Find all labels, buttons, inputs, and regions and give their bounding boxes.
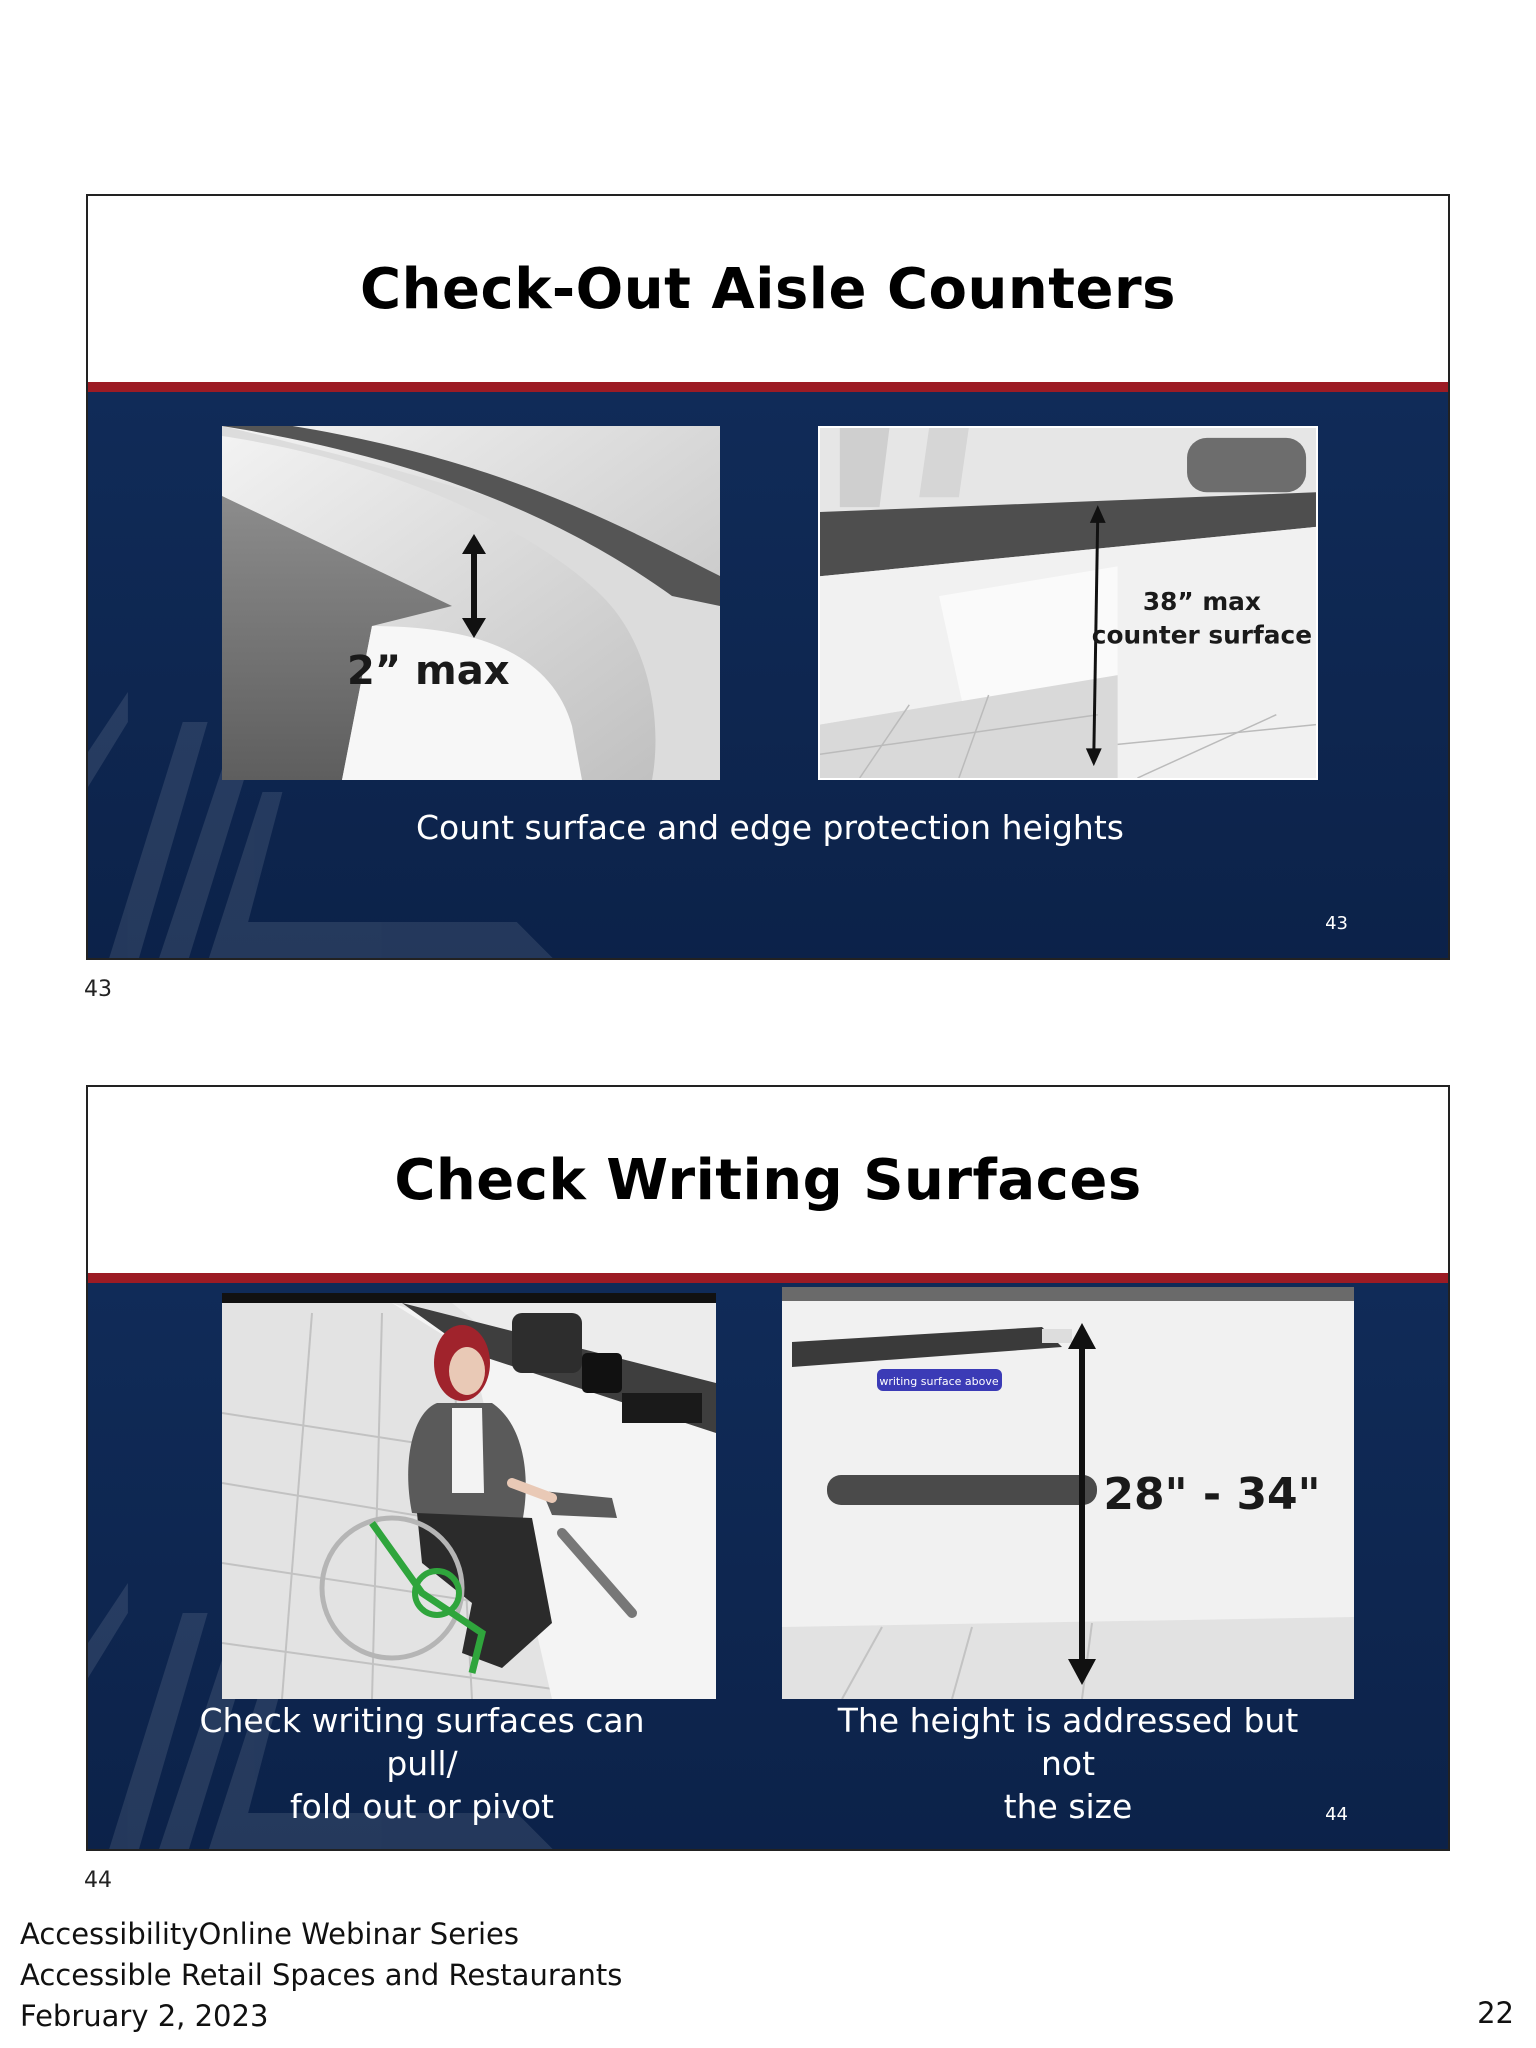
wheelchair-user-photo [222, 1293, 716, 1699]
page-number: 22 [1477, 1996, 1514, 2030]
left-caption-line1: Check writing surfaces can pull/ [199, 1701, 645, 1783]
slide-index-label: 44 [84, 1868, 112, 1893]
header-divider [88, 1273, 1448, 1283]
right-caption [808, 1699, 1328, 1828]
right-caption-line2: the size [1003, 1787, 1133, 1826]
right-caption-line1: The height is addressed but not [837, 1701, 1299, 1783]
writing-surface-height-photo [782, 1287, 1354, 1699]
left-caption [172, 1699, 672, 1828]
slide-check-out-aisle-counters [86, 194, 1450, 960]
slide-number: 44 [1325, 1804, 1348, 1825]
slide-header [88, 1087, 1448, 1273]
edge-protection-photo [222, 426, 720, 780]
slide-header [88, 196, 1448, 382]
header-divider [88, 382, 1448, 392]
slide-title: Check-Out Aisle Counters [360, 256, 1176, 322]
counter-height-label-line2: counter surface [1091, 620, 1313, 650]
slide-title: Check Writing Surfaces [394, 1147, 1142, 1213]
left-caption-line2: fold out or pivot [290, 1787, 554, 1826]
edge-height-label: 2” max [347, 648, 510, 694]
footer-date: February 2, 2023 [20, 1999, 269, 2033]
slide-number: 43 [1325, 913, 1348, 934]
slide-check-writing-surfaces [86, 1085, 1450, 1851]
counter-height-label-line1: 38” max [1142, 586, 1261, 616]
footer-session-title: Accessible Retail Spaces and Restaurants [20, 1958, 623, 1992]
writing-surface-tag: writing surface above [879, 1375, 999, 1388]
height-range-label: 28" - 34" [1103, 1469, 1321, 1520]
slide-caption: Count surface and edge protection heights [416, 808, 1124, 847]
slide-index-label: 43 [84, 977, 112, 1002]
counter-height-photo [818, 426, 1318, 780]
document-footer [20, 1914, 622, 2037]
footer-series: AccessibilityOnline Webinar Series [20, 1917, 519, 1951]
